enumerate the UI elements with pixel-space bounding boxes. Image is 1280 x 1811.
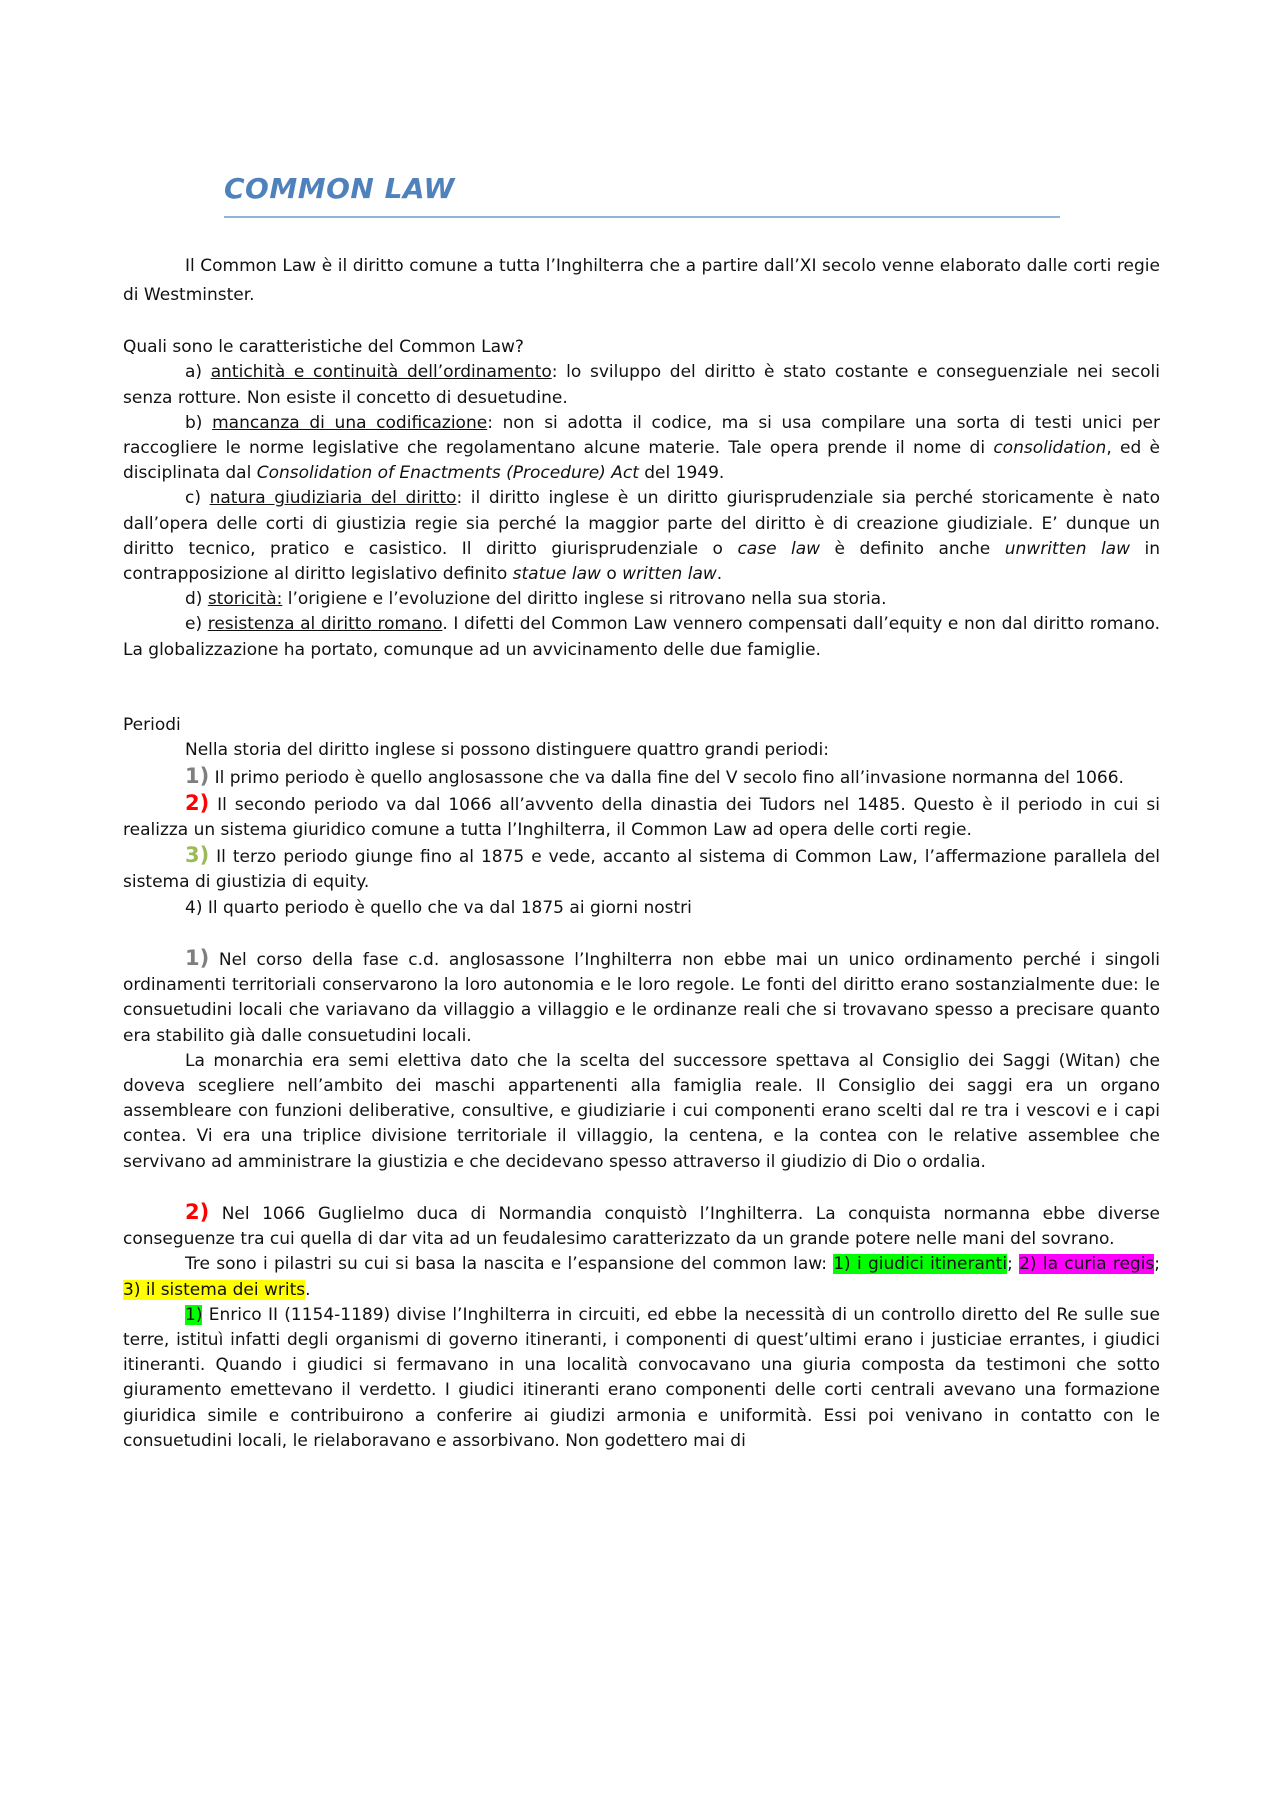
highlighted-text: 1) i giudici itineranti	[833, 1254, 1008, 1275]
paragraph	[123, 713, 1160, 738]
text-run: o	[600, 564, 623, 585]
text-run: Enrico II (1154-1189) divise l’Inghilterra in circuiti, ed ebbe la necessità di un controllo diretto del Re sulle sue terre, istituì infatti degli organismi di governo itineranti, i componenti di quest’ultimi erano i justiciae errantes, i giudici itineranti. Quando i giudici si fermavano in una località convocavano una giuria composta da testimoni che sotto giuramento emettevano il verdetto. I giudici itineranti erano componenti delle corti centrali avevano una formazione giuridica simile e contribuirono a conferire ai giudizi armonia e uniformità. Essi poi venivano in contatto con le consuetudini locali, le rielaboravano e assorbivano. Non godettero mai di	[123, 1304, 1160, 1451]
text-run: Nel 1066 Guglielmo duca di Normandia conquistò l’Inghilterra. La conquista normanna ebbe diverse conseguenze tra cui quella di dar vita ad un feudalesimo caratterizzato da un grande potere nelle mani del sovrano.	[123, 1204, 1160, 1250]
paragraph	[123, 1303, 1160, 1454]
text-run: Quali sono le caratteristiche del Common Law?	[123, 337, 524, 358]
text-run: d)	[185, 589, 208, 610]
period-number: 2)	[185, 1200, 210, 1225]
highlighted-text: 3) il sistema dei writs	[123, 1279, 306, 1300]
paragraph	[123, 411, 1160, 487]
paragraph	[123, 843, 1160, 895]
text-run: è definito anche	[820, 538, 1005, 559]
paragraph	[123, 612, 1160, 662]
text-run: 4) Il quarto periodo è quello che va dal 1875 ai giorni nostri	[185, 897, 692, 918]
blank-line	[123, 310, 1160, 335]
paragraph	[123, 896, 1160, 921]
text-run: : non si adotta il codice, ma si usa compilare una sorta di testi unici per raccogliere le norme legislative che regolamentano alcune materie. Tale opera prende il nome di	[123, 412, 1161, 458]
text-run: Nel corso della fase c.d. anglosassone l’Inghilterra non ebbe mai un unico ordinamento perché i singoli ordinamenti territoriali conservarono la loro autonomia e le loro regole. Le fonti del diritto erano sostanzialmente due: le consuetudini locali che variavano da villaggio a villaggio e le ordinanze reali che si trovavano spesso a precisare quanto era stabilito già dalle consuetudini locali.	[123, 950, 1160, 1046]
paragraph	[123, 587, 1160, 612]
text-run: b)	[185, 412, 213, 433]
title-underline-divider	[224, 216, 1060, 218]
highlighted-text: 2) la curia regis	[1019, 1254, 1155, 1275]
period-number: 1)	[185, 763, 210, 788]
paragraph	[123, 360, 1160, 410]
text-run: written law	[622, 564, 717, 585]
text-run: c)	[185, 488, 210, 509]
paragraph	[123, 486, 1160, 587]
text-run: consolidation	[993, 438, 1107, 458]
blank-line	[123, 663, 1160, 688]
text-run: unwritten law	[1004, 538, 1131, 559]
text-run: La monarchia era semi elettiva dato che la scelta del successore spettava al Consiglio dei Saggi (Witan) che doveva scegliere nell’ambito dei maschi appartenenti alla famiglia reale. Il Consiglio dei saggi era un organo assembleare con funzioni deliberative, consultive, e giudiziarie i cui componenti erano scelti dal re tra i vescovi e i capi contea. Vi era una triplice divisione territoriale il villaggio, la centena, e la contea con le relative assemblee che servivano ad amministrare la giustizia e che decidevano spesso attraverso il giudizio di Dio o ordalia.	[123, 1050, 1160, 1172]
text-run: Consolidation of Enactments (Procedure) Act	[256, 463, 639, 484]
paragraph	[123, 738, 1160, 763]
text-run: e)	[185, 614, 208, 635]
period-number: 3)	[185, 843, 210, 868]
paragraph	[123, 1252, 1160, 1302]
text-run: Il secondo periodo va dal 1066 all’avvento della dinastia dei Tudors nel 1485. Questo è il periodo in cui si realizza un sistema giuridico comune a tutta l’Inghilterra, il Common Law ad opera delle corti regie.	[123, 794, 1160, 841]
text-run: : lo sviluppo del diritto è stato costante e conseguenziale nei secoli senza rotture. Non esiste il concetto di desuetudine.	[123, 362, 1160, 408]
text-run: del 1949.	[638, 463, 725, 484]
text-run: Periodi	[123, 715, 181, 736]
text-run: .	[305, 1279, 311, 1300]
paragraph	[123, 1049, 1160, 1175]
text-run: resistenza al diritto romano	[207, 614, 443, 635]
blank-line	[123, 1175, 1160, 1200]
text-run: a)	[185, 362, 211, 383]
text-run: statue law	[512, 564, 601, 585]
text-run: Il primo periodo è quello anglosassone che va dalla fine del V secolo fino all’invasione normanna del 1066.	[209, 767, 1124, 788]
blank-line	[123, 921, 1160, 946]
text-run: .	[716, 564, 723, 585]
text-run: Il terzo periodo giunge fino al 1875 e vede, accanto al sistema di Common Law, l’affermazione parallela del sistema di giustizia di equity.	[123, 847, 1160, 893]
paragraph	[123, 252, 1160, 310]
text-run: mancanza di una codificazione	[212, 412, 488, 433]
document-body	[123, 252, 1160, 1454]
period-number: 1)	[185, 946, 210, 971]
document-title: COMMON LAW	[224, 172, 455, 205]
paragraph	[123, 791, 1160, 843]
text-run: : il diritto inglese è un diritto giurisprudenziale sia perché storicamente è nato dall’opera delle corti di giustizia regie sia perché la maggior parte del diritto è di creazione giudiziale. E’ dunque un diritto tecnico, pratico e casistico. Il diritto giurisprudenziale o	[123, 488, 1160, 559]
text-run: Tre sono i pilastri su cui si basa la nascita e l’espansione del common law:	[185, 1254, 834, 1275]
text-run: Nella storia del diritto inglese si possono distinguere quattro grandi periodi:	[185, 740, 829, 761]
text-run: ;	[1007, 1254, 1020, 1275]
paragraph	[123, 946, 1160, 1049]
paragraph	[123, 764, 1160, 791]
text-run: antichità e continuità dell’ordinamento	[210, 362, 552, 383]
text-run: storicità:	[207, 589, 283, 610]
paragraph	[123, 335, 1160, 360]
text-run: ;	[1154, 1254, 1161, 1275]
paragraph	[123, 1200, 1160, 1252]
text-run: natura giudiziaria del diritto	[209, 488, 457, 509]
text-run: Il Common Law è il diritto comune a tutta l’Inghilterra che a partire dall’XI secolo venne elaborato dalle corti regie di Westminster.	[123, 256, 1160, 305]
text-run: case law	[737, 538, 821, 559]
period-number: 2)	[185, 790, 210, 815]
text-run: . I difetti del Common Law vennero compensati dall’equity e non dal diritto romano. La globalizzazione ha portato, comunque ad un avvicinamento delle due famiglie.	[123, 614, 1161, 660]
text-run: , ed è disciplinata dal	[123, 438, 1160, 484]
text-run: in contrapposizione al diritto legislativo definito	[123, 538, 1160, 585]
blank-line	[123, 688, 1160, 713]
highlighted-text: 1)	[185, 1304, 203, 1325]
text-run: l’origiene e l’evoluzione del diritto inglese si ritrovano nella sua storia.	[282, 589, 887, 610]
